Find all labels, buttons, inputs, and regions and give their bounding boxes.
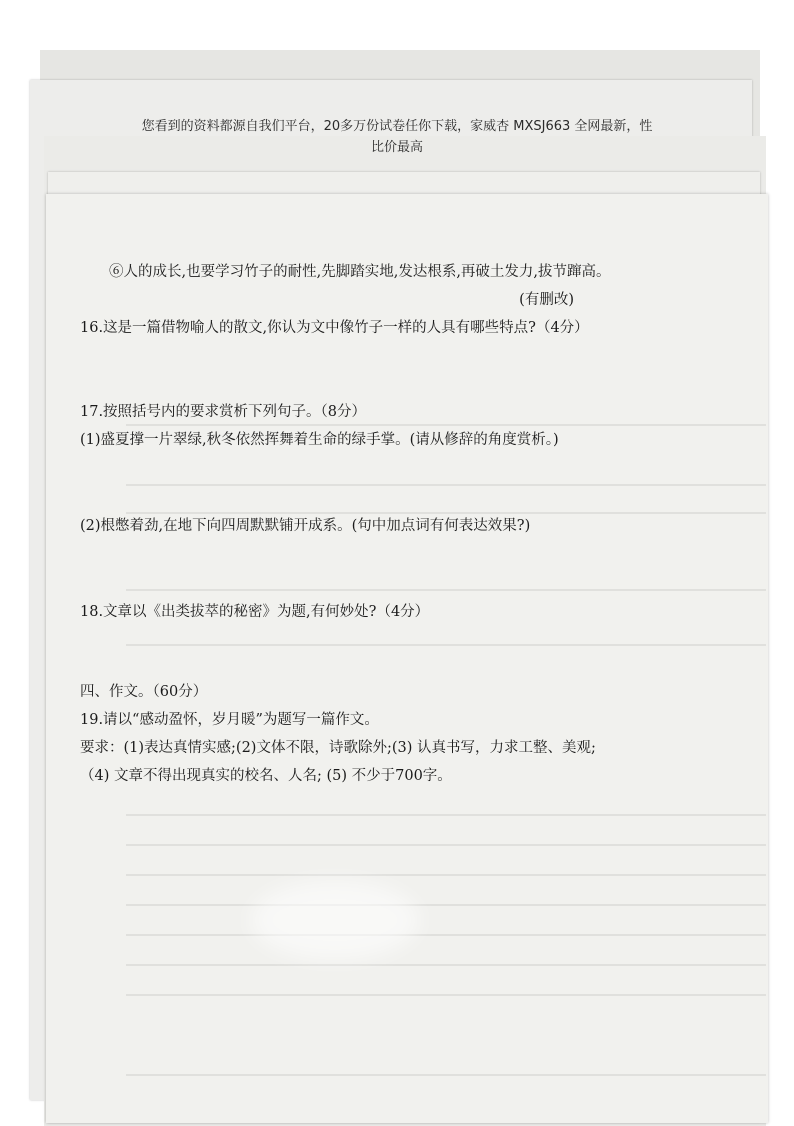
question-16: 16.这是一篇借物喻人的散文,你认为文中像竹子一样的人具有哪些特点?（4分）: [80, 320, 589, 336]
edit-note: (有删改): [519, 292, 574, 308]
bleed-through-line: [126, 1074, 766, 1076]
answer-space-17-2: [80, 540, 692, 598]
bleed-through-line: [126, 934, 766, 936]
composition-requirements-1: 要求：(1)表达真情实感;(2)文体不限，诗歌除外;(3) 认真书写，力求工整、美观;: [80, 740, 596, 756]
paper-smudge: [250, 880, 420, 960]
bleed-through-line: [126, 964, 766, 966]
banner-line-2: 比价最高: [370, 140, 423, 155]
question-17-part-1: (1)盛夏撑一片翠绿,秋冬依然挥舞着生命的绿手掌。(请从修辞的角度赏析。): [80, 432, 559, 448]
watermark-banner: [110, 116, 684, 158]
answer-space-18: [80, 626, 692, 678]
bleed-through-line: [126, 844, 766, 846]
bleed-through-line: [126, 994, 766, 996]
composition-requirements-2: （4) 文章不得出现真实的校名、人名; (5) 不少于700字。: [80, 768, 452, 784]
exam-content: [80, 258, 692, 790]
passage-paragraph-6: ⑥人的成长,也要学习竹子的耐性,先脚踏实地,发达根系,再破土发力,拔节蹿高。: [109, 264, 611, 280]
question-19: 19.请以“感动盈怀，岁月暖”为题写一篇作文。: [80, 712, 379, 728]
answer-space-16: [80, 342, 692, 398]
question-17-part-2: (2)根憋着劲,在地下向四周默默铺开成系。(句中加点词有何表达效果?): [80, 518, 531, 534]
bleed-through-line: [126, 874, 766, 876]
question-17: 17.按照括号内的要求赏析下列句子。（8分）: [80, 404, 367, 420]
answer-space-17-1: [80, 454, 692, 512]
bleed-through-line: [126, 904, 766, 906]
banner-line-1: 您看到的资料都源自我们平台，20多万份试卷任你下载，家威杏 MXSJ663 全网最新，性: [141, 119, 653, 134]
composition-section-title: 四、作文。（60分）: [80, 684, 208, 700]
bleed-through-line: [126, 814, 766, 816]
question-18: 18.文章以《出类拔萃的秘密》为题,有何妙处?（4分）: [80, 604, 430, 620]
